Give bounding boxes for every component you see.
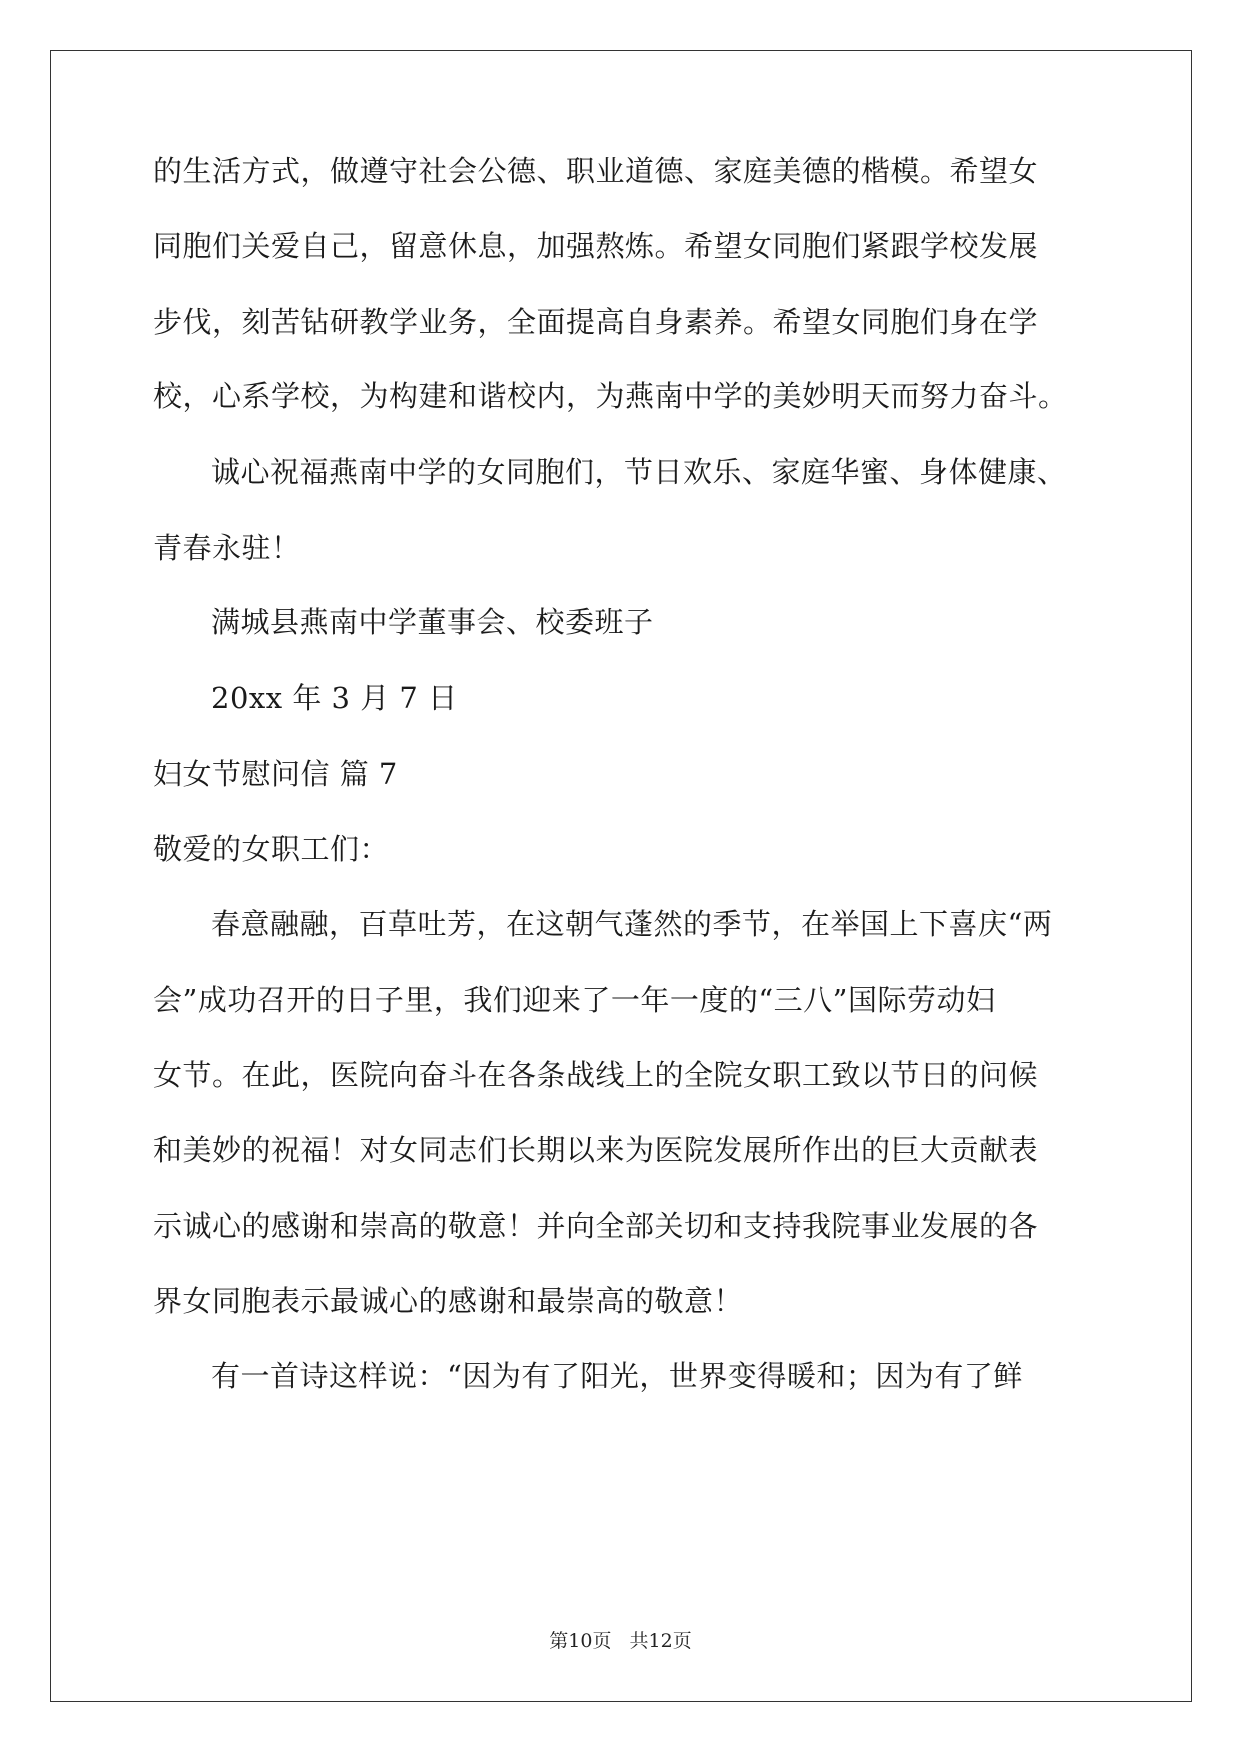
text-line: 同胞们关爱自己，留意休息，加强熬炼。希望女同胞们紧跟学校发展	[153, 229, 1039, 263]
page-number-total: 共12页	[629, 1630, 692, 1652]
text-line: 春意融融，百草吐芳，在这朝气蓬然的季节，在举国上下喜庆“两	[211, 907, 1053, 941]
text-line: 和美妙的祝福！对女同志们长期以来为医院发展所作出的巨大贡献表	[153, 1133, 1039, 1167]
signature-date: 20xx 年 3 月 7 日	[211, 681, 458, 715]
salutation: 敬爱的女职工们：	[153, 832, 390, 866]
text-line: 界女同胞表示最诚心的感谢和最崇高的敬意！	[153, 1284, 744, 1318]
text-line: 有一首诗这样说：“因为有了阳光，世界变得暖和；因为有了鲜	[211, 1359, 1023, 1393]
page-footer	[0, 1629, 1241, 1653]
text-line: 女节。在此，医院向奋斗在各条战线上的全院女职工致以节日的问候	[153, 1058, 1039, 1092]
page-border	[50, 50, 1192, 1702]
signature-organization: 满城县燕南中学董事会、校委班子	[211, 605, 654, 639]
text-line: 的生活方式，做遵守社会公德、职业道德、家庭美德的楷模。希望女	[153, 154, 1039, 188]
text-line: 示诚心的感谢和崇高的敬意！并向全部关切和支持我院事业发展的各	[153, 1209, 1039, 1243]
text-line: 诚心祝福燕南中学的女同胞们，节日欢乐、家庭华蜜、身体健康、	[211, 455, 1067, 489]
text-line: 校，心系学校，为构建和谐校内，为燕南中学的美妙明天而努力奋斗。	[153, 379, 1068, 413]
page-number-current: 第10页	[549, 1630, 612, 1652]
text-line: 步伐，刻苦钻研教学业务，全面提高自身素养。希望女同胞们身在学	[153, 305, 1039, 339]
section-heading: 妇女节慰问信 篇 7	[153, 757, 398, 791]
text-line: 青春永驻！	[153, 531, 301, 565]
text-line: 会”成功召开的日子里，我们迎来了一年一度的“三八”国际劳动妇	[153, 983, 996, 1017]
